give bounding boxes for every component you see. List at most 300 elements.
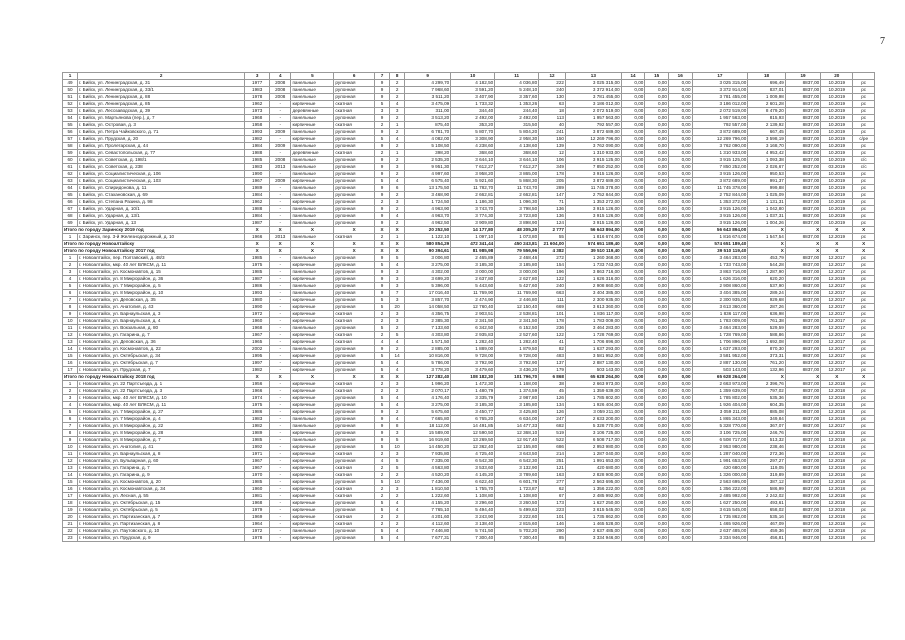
table-row	[63, 234, 875, 241]
table-cell: кирпичные	[291, 514, 334, 521]
table-cell: кирпичные	[291, 381, 334, 388]
table-cell: рс	[853, 283, 875, 290]
table-cell: 387,12	[748, 479, 786, 486]
table-cell: 244,40	[495, 108, 539, 115]
table-cell: 12.2018	[821, 493, 853, 500]
table-row	[63, 255, 875, 262]
table-cell: 3 915 126,00	[565, 220, 621, 227]
table-cell: 10.2019	[821, 157, 853, 164]
table-cell: 9	[375, 129, 390, 136]
table-cell: 0,00	[621, 409, 645, 416]
table-cell: -	[270, 122, 291, 129]
table-cell: 0,00	[668, 283, 692, 290]
table-cell: 0,00	[645, 283, 669, 290]
table-cell: 1972	[245, 528, 270, 535]
table-row	[63, 115, 875, 122]
table-cell: панельные	[291, 185, 334, 192]
row-number: 54	[63, 115, 78, 122]
table-cell: 0,00	[668, 206, 692, 213]
table-cell: -	[270, 269, 291, 276]
table-cell: 8837,00	[785, 101, 820, 108]
table-cell: 12 917,40	[495, 437, 539, 444]
table-cell: 0,00	[668, 227, 692, 234]
table-cell: рс	[853, 206, 875, 213]
table-cell: 1 108,80	[451, 493, 495, 500]
table-cell: 8837,00	[785, 423, 820, 430]
table-cell: 3 222,60	[495, 514, 539, 521]
table-cell: 8837,00	[785, 514, 820, 521]
table-cell: 0,00	[645, 185, 669, 192]
table-cell: 0,00	[645, 486, 669, 493]
table-cell: 2 662,81	[495, 192, 539, 199]
table-cell: X	[375, 248, 390, 255]
table-cell: рс	[853, 395, 875, 402]
table-cell: 0,00	[621, 290, 645, 297]
table-cell: 127 282,40	[405, 374, 451, 381]
table-cell: 3 475,09	[405, 101, 451, 108]
table-cell: 8837,00	[785, 136, 820, 143]
table-cell: 40	[539, 122, 566, 129]
table-cell: 0,00	[645, 192, 669, 199]
table-cell: 3 025 315,00	[565, 80, 621, 87]
table-cell: 1 025,09	[748, 192, 786, 199]
table-cell: 0,00	[668, 129, 692, 136]
address-cell: г. Новоалтайск, ул. 8 Микрорайон, д. 28	[78, 430, 245, 437]
table-cell: рс	[853, 311, 875, 318]
table-cell: 2 242,02	[748, 493, 786, 500]
table-cell: рулонная	[334, 437, 375, 444]
table-cell: 289	[539, 185, 566, 192]
table-cell: X	[821, 248, 853, 255]
table-cell: 1 785 802,00	[692, 395, 748, 402]
table-cell: 8837,00	[785, 185, 820, 192]
table-cell: панельные	[291, 423, 334, 430]
table-cell: X	[270, 248, 291, 255]
table-cell: 2	[375, 493, 390, 500]
table-cell: 150	[539, 136, 566, 143]
table-cell: -	[270, 472, 291, 479]
table-cell: 1985	[245, 479, 270, 486]
table-cell: 0,00	[645, 430, 669, 437]
table-cell: кирпичные	[291, 297, 334, 304]
table-cell: 3 468,90	[405, 192, 451, 199]
table-row	[63, 220, 875, 227]
table-cell: рулонная	[334, 192, 375, 199]
table-cell: рулонная	[334, 213, 375, 220]
table-cell: кирпичные	[291, 276, 334, 283]
table-cell: рс	[853, 535, 875, 542]
table-cell: панельные	[291, 220, 334, 227]
table-cell: 1960	[245, 318, 270, 325]
table-cell: 113	[539, 115, 566, 122]
table-cell: X	[853, 241, 875, 248]
column-number: 3	[245, 73, 270, 80]
table-cell: кирпичные	[291, 458, 334, 465]
table-cell: 1 957 563,00	[565, 115, 621, 122]
table-cell: 3 479,60	[451, 367, 495, 374]
table-cell: 574 651 189,40	[692, 241, 748, 248]
table-cell: 0,00	[621, 227, 645, 234]
table-cell: скатная	[334, 108, 375, 115]
table-cell: 0,00	[645, 381, 669, 388]
table-cell: 8837,00	[785, 500, 820, 507]
table-cell: 950,53	[748, 171, 786, 178]
table-cell: панельные	[291, 129, 334, 136]
table-cell: 373,31	[748, 353, 786, 360]
table-cell: 0,00	[621, 311, 645, 318]
table-cell: 0,00	[621, 318, 645, 325]
table-cell: 0,00	[621, 528, 645, 535]
table-cell: рс	[853, 171, 875, 178]
table-cell: рулонная	[334, 304, 375, 311]
table-cell: X	[334, 374, 375, 381]
table-cell: 0,00	[668, 80, 692, 87]
table-cell: рулонная	[334, 395, 375, 402]
table-cell: 1 889,00	[451, 346, 495, 353]
table-cell: 1 626 316,00	[692, 276, 748, 283]
table-cell: 1 836 117,00	[565, 311, 621, 318]
table-cell: 1 728 769,00	[565, 332, 621, 339]
row-number: 12	[63, 458, 78, 465]
table-cell: 1 131,31	[748, 199, 786, 206]
table-cell: 5	[375, 353, 390, 360]
table-cell: 3 185,80	[495, 262, 539, 269]
row-number: 13	[63, 339, 78, 346]
table-cell: 1 287,90	[748, 269, 786, 276]
table-cell: 2 958,30	[495, 136, 539, 143]
table-cell: рулонная	[334, 276, 375, 283]
table-cell: 0,00	[621, 248, 645, 255]
table-cell: 3 404 385,00	[692, 290, 748, 297]
table-row	[63, 437, 875, 444]
row-number: 64	[63, 185, 78, 192]
table-cell: 8837,00	[785, 409, 820, 416]
table-cell: рулонная	[334, 528, 375, 535]
table-cell: 0,00	[668, 122, 692, 129]
table-cell: панельные	[291, 157, 334, 164]
row-number: 11	[63, 325, 78, 332]
table-row	[63, 402, 875, 409]
table-cell: 8837,00	[785, 234, 820, 241]
table-cell: -	[270, 276, 291, 283]
address-cell: г. Бийск, ул. Степана Разина, д. 98	[78, 199, 245, 206]
address-cell: г. Бийск, ул. Советская, д. 198/1	[78, 157, 245, 164]
row-number: 4	[63, 402, 78, 409]
table-cell: рулонная	[334, 143, 375, 150]
table-cell: 0,00	[645, 535, 669, 542]
table-cell: 2 396,76	[748, 381, 786, 388]
table-cell: 1 310 933,00	[565, 150, 621, 157]
table-cell: 12 150,40	[495, 304, 539, 311]
table-cell: 0,00	[621, 381, 645, 388]
table-cell: 1 472,30	[451, 381, 495, 388]
table-cell: рс	[853, 507, 875, 514]
row-number: 8	[63, 430, 78, 437]
table-cell: 2 492,00	[495, 115, 539, 122]
table-cell: 1985	[245, 157, 270, 164]
table-cell: 5 108,50	[405, 143, 451, 150]
table-cell: 126	[539, 409, 566, 416]
table-cell: рс	[853, 255, 875, 262]
table-cell: 453,79	[748, 255, 786, 262]
table-cell: 7 300,40	[451, 535, 495, 542]
address-cell: г. Новоалтайск, ул. Гагарина, д. 9	[78, 472, 245, 479]
row-number: 19	[63, 507, 78, 514]
table-cell: 0,00	[668, 220, 692, 227]
table-cell: 132,96	[748, 367, 786, 374]
table-cell: 1988	[245, 150, 270, 157]
table-cell: 4 145,20	[451, 472, 495, 479]
table-cell: 0,00	[621, 437, 645, 444]
table-cell: X	[291, 374, 334, 381]
table-cell: 8837,00	[785, 437, 820, 444]
table-cell: 3 006,80	[405, 255, 451, 262]
table-cell: 8837,00	[785, 402, 820, 409]
table-row	[63, 143, 875, 150]
table-cell: 0,00	[668, 381, 692, 388]
column-number: 7	[375, 73, 390, 80]
table-cell: рс	[853, 234, 875, 241]
table-cell: 0,00	[645, 528, 669, 535]
table-cell: 5 443,60	[451, 283, 495, 290]
table-cell: 0,00	[668, 514, 692, 521]
table-cell: 2 627,80	[495, 276, 539, 283]
table-cell: 398,20	[405, 150, 451, 157]
row-label: Итого по городу Заринску 2019 год	[63, 227, 245, 234]
table-cell: 2 341,50	[495, 318, 539, 325]
table-cell: 10.2019	[821, 108, 853, 115]
table-cell: 2 446,80	[495, 297, 539, 304]
table-cell: 12 362,40	[451, 444, 495, 451]
table-cell: 8 479,20	[748, 108, 786, 115]
table-cell: 2	[390, 325, 405, 332]
table-cell: с/с	[853, 164, 875, 171]
row-number: 9	[63, 437, 78, 444]
table-cell: 223	[539, 507, 566, 514]
table-cell: 1 168,00	[495, 381, 539, 388]
table-cell: 0,00	[668, 458, 692, 465]
table-cell: 272	[539, 255, 566, 262]
row-number: 51	[63, 94, 78, 101]
table-cell: 4	[390, 367, 405, 374]
table-cell: рулонная	[334, 325, 375, 332]
table-cell: 0,00	[668, 248, 692, 255]
table-cell: скатная	[334, 465, 375, 472]
table-cell: 1977	[245, 80, 270, 87]
table-cell: 20 252,50	[405, 227, 451, 234]
table-cell: 13 175,50	[405, 185, 451, 192]
table-cell: рс	[853, 486, 875, 493]
table-cell: 1 996,20	[405, 381, 451, 388]
table-cell: 8837,00	[785, 269, 820, 276]
table-cell: 3 613 360,00	[692, 304, 748, 311]
table-cell: 0,00	[668, 178, 692, 185]
table-cell: 797,02	[748, 388, 786, 395]
table-cell: 5 804,20	[495, 129, 539, 136]
table-cell: 4 563,80	[405, 465, 451, 472]
table-cell: 0,00	[668, 444, 692, 451]
table-cell: -	[270, 262, 291, 269]
address-cell: г. Новоалтайск, ул. Лесная, д. 55	[78, 493, 245, 500]
table-cell: 519	[539, 430, 566, 437]
table-cell: 2 563 695,00	[692, 479, 748, 486]
table-cell: 287,26	[748, 304, 786, 311]
table-cell: 0,00	[621, 108, 645, 115]
table-cell: 2	[375, 318, 390, 325]
table-row	[63, 381, 875, 388]
table-cell: 2 663 973,00	[692, 381, 748, 388]
table-cell: 106	[539, 157, 566, 164]
table-cell: 1 096,30	[495, 199, 539, 206]
row-number: 23	[63, 535, 78, 542]
address-cell: г. Новоалтайск, ул. Гагарина, д. 7	[78, 332, 245, 339]
table-row	[63, 136, 875, 143]
table-cell: 2 935,83	[451, 332, 495, 339]
table-cell: -	[270, 185, 291, 192]
table-cell: кирпичные	[291, 311, 334, 318]
table-cell: 111	[539, 297, 566, 304]
table-cell: X	[375, 227, 390, 234]
table-cell: 8837,00	[785, 80, 820, 87]
table-cell: 5	[390, 458, 405, 465]
table-cell: 0,00	[668, 269, 692, 276]
table-cell: 686	[539, 444, 566, 451]
table-cell: 8837,00	[785, 465, 820, 472]
table-cell: 0,00	[668, 150, 692, 157]
table-cell: рс	[853, 493, 875, 500]
table-cell: 8837,00	[785, 507, 820, 514]
table-cell: рулонная	[334, 479, 375, 486]
table-cell: 2 987,80	[495, 395, 539, 402]
table-cell: 1968	[245, 500, 270, 507]
table-cell: 0,00	[668, 479, 692, 486]
column-number: 8	[390, 73, 405, 80]
address-cell: г. Новоалтайск, ул. Октябрьская, д. 15	[78, 500, 245, 507]
table-cell: 2 908 860,00	[692, 283, 748, 290]
table-cell: рулонная	[334, 220, 375, 227]
table-cell: 9	[375, 94, 390, 101]
table-cell: 14 058,50	[405, 304, 451, 311]
table-row	[63, 157, 875, 164]
table-cell: 0,00	[645, 255, 669, 262]
table-cell: 1 879,50	[495, 346, 539, 353]
address-cell: г. Бийск, ул. Ленинградская, д. 85	[78, 101, 245, 108]
table-cell: 1960	[245, 486, 270, 493]
table-cell: 10.2019	[821, 143, 853, 150]
table-cell: -	[270, 206, 291, 213]
address-cell: г. Новоалтайск, ул. Бульварная, д. 60	[78, 458, 245, 465]
table-cell: 1997	[245, 360, 270, 367]
table-cell: 0,00	[645, 360, 669, 367]
table-cell: 999,88	[748, 185, 786, 192]
address-cell: г. Новоалтайск, ул. Прудская, д. 7	[78, 367, 245, 374]
table-cell: 2	[375, 521, 390, 528]
table-cell: 12.2017	[821, 346, 853, 353]
row-number: 18	[63, 500, 78, 507]
table-cell: 5 741,50	[451, 528, 495, 535]
table-cell: рс	[853, 318, 875, 325]
table-cell: 1983	[245, 164, 270, 171]
table-cell: 8837,00	[785, 276, 820, 283]
table-cell: 12	[539, 150, 566, 157]
table-cell: панельные	[291, 255, 334, 262]
table-cell: 0,00	[645, 171, 669, 178]
table-cell: 9 728,00	[495, 353, 539, 360]
table-cell: кирпичные	[291, 388, 334, 395]
table-cell: рс	[853, 213, 875, 220]
table-cell: X	[245, 227, 270, 234]
table-cell: 4 356,75	[405, 311, 451, 318]
table-cell: 2	[390, 157, 405, 164]
table-cell: 290	[539, 528, 566, 535]
table-cell: 0,00	[668, 262, 692, 269]
table-cell: 0,00	[621, 185, 645, 192]
address-cell: г. Новоалтайск, ул. Космонавтов, д. 22	[78, 346, 245, 353]
table-cell: рс	[853, 297, 875, 304]
table-cell: 79 556,96	[495, 248, 539, 255]
table-cell: 1982	[245, 423, 270, 430]
table-cell: 1 810,50	[405, 486, 451, 493]
table-cell: 10.2019	[821, 178, 853, 185]
table-cell: 3 915 126,00	[565, 171, 621, 178]
row-number: 22	[63, 528, 78, 535]
table-cell: -	[270, 500, 291, 507]
table-cell: 8837,00	[785, 150, 820, 157]
table-row	[63, 178, 875, 185]
table-cell: 344,40	[451, 108, 495, 115]
table-cell: -	[270, 388, 291, 395]
table-cell: -	[270, 367, 291, 374]
table-cell: 792 557,00	[565, 122, 621, 129]
table-cell: 1964	[245, 521, 270, 528]
table-cell: 3 598,19	[748, 136, 786, 143]
table-cell: 0,00	[645, 178, 669, 185]
table-cell: 0,00	[668, 332, 692, 339]
table-cell: 1 957 563,00	[692, 115, 748, 122]
column-number: 20	[821, 73, 853, 80]
table-cell: 12.2018	[821, 472, 853, 479]
table-cell: 2 341,50	[451, 318, 495, 325]
table-cell: 0,00	[668, 367, 692, 374]
table-cell: 45	[539, 388, 566, 395]
table-cell: 5	[375, 360, 390, 367]
table-cell: 4 997,60	[405, 171, 451, 178]
table-cell: 136	[539, 206, 566, 213]
table-cell: 6 601,78	[495, 479, 539, 486]
table-cell: 0,00	[621, 213, 645, 220]
table-cell: 2 887 130,00	[692, 360, 748, 367]
table-cell: 3 357,60	[495, 94, 539, 101]
table-cell: 2 887 130,00	[565, 360, 621, 367]
table-cell: 3 872 689,00	[692, 178, 748, 185]
table-cell: 0,00	[645, 423, 669, 430]
table-cell: 2	[390, 220, 405, 227]
table-cell: 1 122,10	[405, 234, 451, 241]
table-cell: 3	[390, 318, 405, 325]
table-cell: скатная	[334, 388, 375, 395]
table-cell: -	[270, 332, 291, 339]
table-cell: рулонная	[334, 409, 375, 416]
table-cell: 2	[390, 80, 405, 87]
table-cell: 12.2019	[821, 276, 853, 283]
table-cell: 2	[390, 409, 405, 416]
table-cell: кирпичные	[291, 521, 334, 528]
table-cell: 3 533,60	[451, 465, 495, 472]
table-cell: -	[270, 437, 291, 444]
table-cell: 6 152,50	[495, 325, 539, 332]
column-number: 12	[539, 73, 566, 80]
table-cell: 1 571,50	[405, 339, 451, 346]
